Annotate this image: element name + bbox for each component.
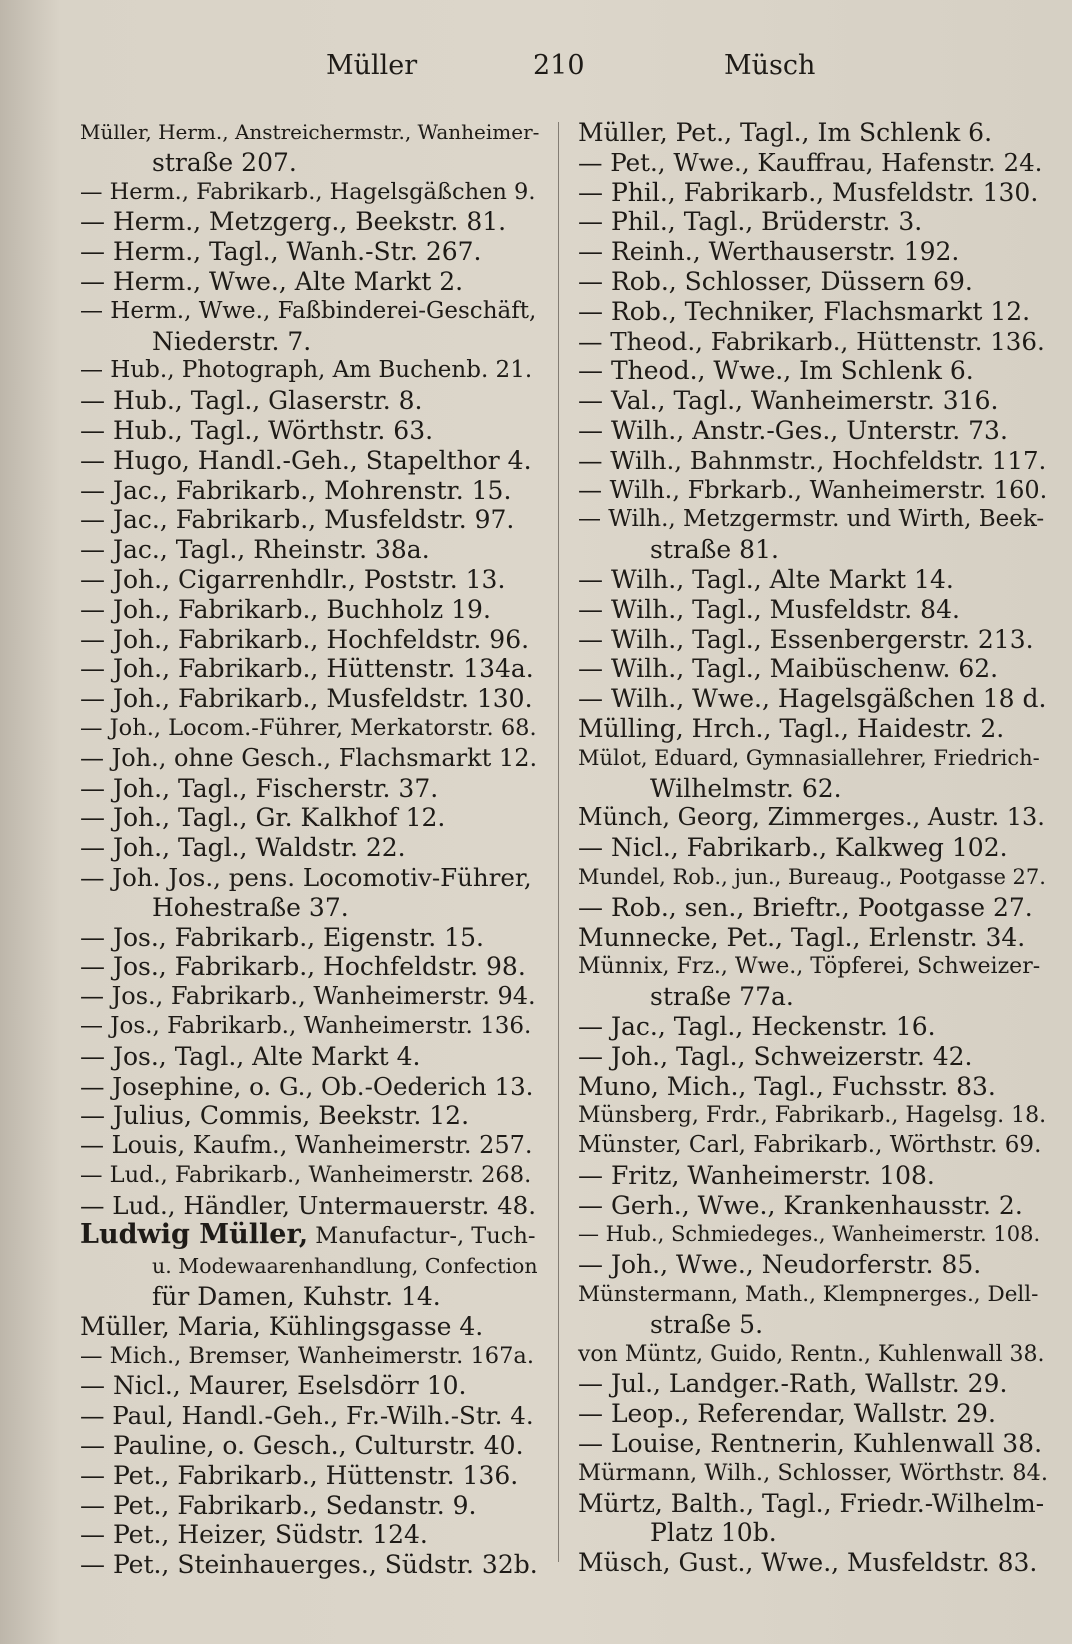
entry-line: — Pet., Fabrikarb., Hüttenstr. 136. [80, 1460, 519, 1490]
entry-line: Mundel, Rob., jun., Bureaug., Pootgasse 27. [578, 864, 1046, 889]
entry-line: — Hub., Photograph, Am Buchenb. 21. [80, 357, 533, 384]
entry-line: — Joh., Wwe., Neudorferstr. 85. [578, 1250, 982, 1280]
entry-line: Mülling, Hrch., Tagl., Haidestr. 2. [578, 713, 1005, 743]
header-left-keyword: Müller [326, 50, 418, 81]
entry-line: — Joh., Fabrikarb., Hochfeldstr. 96. [80, 624, 530, 654]
entry-line: — Phil., Fabrikarb., Musfeldstr. 130. [578, 177, 1039, 207]
entry-line: — Joh., Tagl., Gr. Kalkhof 12. [80, 803, 446, 833]
entry-line: — Wilh., Fbrkarb., Wanheimerstr. 160. [578, 475, 1048, 504]
entry-line-continuation: für Damen, Kuhstr. 14. [152, 1282, 441, 1312]
entry-line: — Wilh., Anstr.-Ges., Unterstr. 73. [578, 415, 1008, 445]
entry-line: — Theod., Wwe., Im Schlenk 6. [578, 356, 974, 386]
entry-line: — Joh., Tagl., Fischerstr. 37. [80, 773, 439, 803]
entry-line: — Joh., Cigarrenhdlr., Poststr. 13. [80, 564, 506, 594]
entry-line: Münnix, Frz., Wwe., Töpferei, Schweizer- [578, 954, 1041, 980]
entry-line: — Josephine, o. G., Ob.-Oederich 13. [80, 1071, 534, 1101]
entry-line-continuation: straße 207. [152, 147, 297, 177]
entry-line: — Lud., Händler, Untermauerstr. 48. [80, 1190, 537, 1220]
entry-line: — Gerh., Wwe., Krankenhausstr. 2. [578, 1190, 1023, 1220]
entry-line: — Wilh., Wwe., Hagelsgäßchen 18 d. [578, 684, 1047, 714]
entry-line: Müller, Pet., Tagl., Im Schlenk 6. [578, 118, 993, 147]
entry-line: — Herm., Metzgerg., Beekstr. 81. [80, 207, 507, 237]
entry-line: — Leop., Referendar, Wallstr. 29. [578, 1399, 996, 1429]
entry-line: — Herm., Wwe., Alte Markt 2. [80, 266, 464, 296]
entry-line: — Theod., Fabrikarb., Hüttenstr. 136. [578, 326, 1045, 356]
entry-line: Münsberg, Frdr., Fabrikarb., Hagelsg. 18. [578, 1103, 1047, 1129]
entry-line: — Louise, Rentnerin, Kuhlenwall 38. [578, 1429, 1043, 1459]
entry-line: Mürtz, Balth., Tagl., Friedr.-Wilhelm- [578, 1488, 1045, 1518]
entry-line: — Louis, Kaufm., Wanheimerstr. 257. [80, 1131, 533, 1160]
entry-line: — Joh., Fabrikarb., Buchholz 19. [80, 594, 491, 624]
advertisement-name: Ludwig Müller, [80, 1219, 309, 1251]
entry-line: Mürmann, Wilh., Schlosser, Wörthstr. 84. [578, 1459, 1049, 1486]
entry-line: — Joh., Fabrikarb., Hüttenstr. 134a. [80, 654, 534, 684]
entry-line-continuation: Platz 10b. [650, 1518, 777, 1548]
entry-line: — Jos., Fabrikarb., Eigenstr. 15. [80, 922, 484, 952]
entry-line-continuation: straße 5. [650, 1309, 764, 1339]
entry-line: — Jos., Fabrikarb., Wanheimerstr. 136. [80, 1012, 532, 1039]
entry-line: — Joh., ohne Gesch., Flachsmarkt 12. [80, 743, 538, 772]
entry-line: — Jac., Tagl., Heckenstr. 16. [578, 1011, 936, 1041]
entry-line: Mülot, Eduard, Gymnasiallehrer, Friedrich- [578, 745, 1040, 770]
entry-line: — Wilh., Tagl., Alte Markt 14. [578, 564, 954, 594]
entry-line: — Hub., Schmiedeges., Wanheimerstr. 108. [578, 1222, 1041, 1247]
entry-line: Müsch, Gust., Wwe., Musfeldstr. 83. [578, 1548, 1038, 1578]
entry-line: — Joh., Tagl., Schweizerstr. 42. [578, 1041, 973, 1071]
entry-line: — Herm., Tagl., Wanh.-Str. 267. [80, 237, 482, 267]
entry-line: — Jos., Fabrikarb., Hochfeldstr. 98. [80, 952, 526, 982]
entry-line: — Hugo, Handl.-Geh., Stapelthor 4. [80, 445, 532, 475]
entry-line: — Jos., Fabrikarb., Wanheimerstr. 94. [80, 982, 536, 1011]
entry-line: — Wilh., Bahnmstr., Hochfeldstr. 117. [578, 445, 1047, 475]
entry-line: — Herm., Wwe., Faßbinderei-Geschäft, [80, 297, 537, 324]
entry-line: — Rob., sen., Brieftr., Pootgasse 27. [578, 892, 1033, 922]
entry-line: Munnecke, Pet., Tagl., Erlenstr. 34. [578, 922, 1026, 952]
entry-line-continuation: straße 81. [650, 535, 779, 565]
entry-line: — Phil., Tagl., Brüderstr. 3. [578, 207, 923, 237]
entry-line: — Jac., Fabrikarb., Musfeldstr. 97. [80, 505, 515, 535]
entry-line-continuation: Niederstr. 7. [152, 326, 312, 356]
entry-line: — Joh., Locom.-Führer, Merkatorstr. 68. [80, 714, 537, 741]
entry-line: von Müntz, Guido, Rentn., Kuhlenwall 38. [578, 1341, 1045, 1367]
entry-line: — Rob., Schlosser, Düssern 69. [578, 266, 973, 296]
entry-line: — Wilh., Tagl., Musfeldstr. 84. [578, 594, 960, 624]
entry-line: — Jos., Tagl., Alte Markt 4. [80, 1041, 421, 1071]
advertisement-entry [80, 1220, 540, 1252]
entry-line: — Julius, Commis, Beekstr. 12. [80, 1101, 470, 1131]
entry-line: — Mich., Bremser, Wanheimerstr. 167a. [80, 1342, 534, 1369]
entry-line-continuation: Hohestraße 37. [152, 892, 349, 922]
entry-line: — Hub., Tagl., Wörthstr. 63. [80, 415, 434, 445]
header-right-keyword: Müsch [724, 50, 816, 81]
page-header [0, 50, 1072, 90]
entry-line: — Wilh., Metzgermstr. und Wirth, Beek- [578, 506, 1045, 533]
right-column [578, 118, 1048, 1578]
entry-line: — Pet., Fabrikarb., Sedanstr. 9. [80, 1490, 477, 1520]
entry-line: — Nicl., Maurer, Eselsdörr 10. [80, 1371, 467, 1401]
column-divider [558, 122, 559, 1562]
entry-line: — Pet., Heizer, Südstr. 124. [80, 1520, 428, 1550]
entry-line: — Joh., Fabrikarb., Musfeldstr. 130. [80, 684, 533, 714]
left-column [80, 118, 540, 1580]
entry-line: — Hub., Tagl., Glaserstr. 8. [80, 386, 423, 416]
entry-line: Münch, Georg, Zimmerges., Austr. 13. [578, 803, 1045, 832]
entry-line: Müller, Maria, Kühlingsgasse 4. [80, 1311, 484, 1341]
entry-line: Müller, Herm., Anstreichermstr., Wanheimer- [80, 120, 540, 144]
entry-line: — Pet., Steinhauerges., Südstr. 32b. [80, 1550, 538, 1580]
entry-line: Münstermann, Math., Klempnerges., Dell- [578, 1282, 1039, 1308]
entry-line: Muno, Mich., Tagl., Fuchsstr. 83. [578, 1071, 996, 1101]
entry-line: — Pet., Wwe., Kauffrau, Hafenstr. 24. [578, 147, 1043, 177]
entry-line: — Jac., Tagl., Rheinstr. 38a. [80, 535, 430, 565]
entry-line: — Wilh., Tagl., Maibüschenw. 62. [578, 654, 999, 684]
entry-line-continuation: straße 77a. [650, 982, 794, 1012]
entry-line: — Wilh., Tagl., Essenbergerstr. 213. [578, 624, 1034, 654]
entry-line-continuation: Wilhelmstr. 62. [650, 773, 842, 803]
entry-line: — Joh. Jos., pens. Locomotiv-Führer, [80, 862, 532, 892]
page-number: 210 [533, 50, 585, 81]
entry-line: — Paul, Handl.-Geh., Fr.-Wilh.-Str. 4. [80, 1401, 534, 1431]
entry-line: — Rob., Techniker, Flachsmarkt 12. [578, 296, 1031, 326]
entry-line: — Jac., Fabrikarb., Mohrenstr. 15. [80, 475, 512, 505]
entry-line: — Jul., Landger.-Rath, Wallstr. 29. [578, 1369, 1008, 1399]
entry-line: — Herm., Fabrikarb., Hagelsgäßchen 9. [80, 178, 536, 205]
entry-line: — Lud., Fabrikarb., Wanheimerstr. 268. [80, 1161, 532, 1188]
entry-line: — Reinh., Werthauserstr. 192. [578, 237, 960, 267]
entry-line-continuation: u. Modewaarenhandlung, Confection [152, 1254, 538, 1279]
entry-line: — Val., Tagl., Wanheimerstr. 316. [578, 386, 999, 416]
entry-line: — Joh., Tagl., Waldstr. 22. [80, 833, 406, 863]
entry-line: — Nicl., Fabrikarb., Kalkweg 102. [578, 833, 1008, 863]
entry-line: Münster, Carl, Fabrikarb., Wörthstr. 69. [578, 1132, 1042, 1159]
advertisement-text: Manufactur-, Tuch- [308, 1223, 536, 1250]
entry-line: — Fritz, Wanheimerstr. 108. [578, 1160, 935, 1190]
entry-line: — Pauline, o. Gesch., Culturstr. 40. [80, 1431, 524, 1461]
